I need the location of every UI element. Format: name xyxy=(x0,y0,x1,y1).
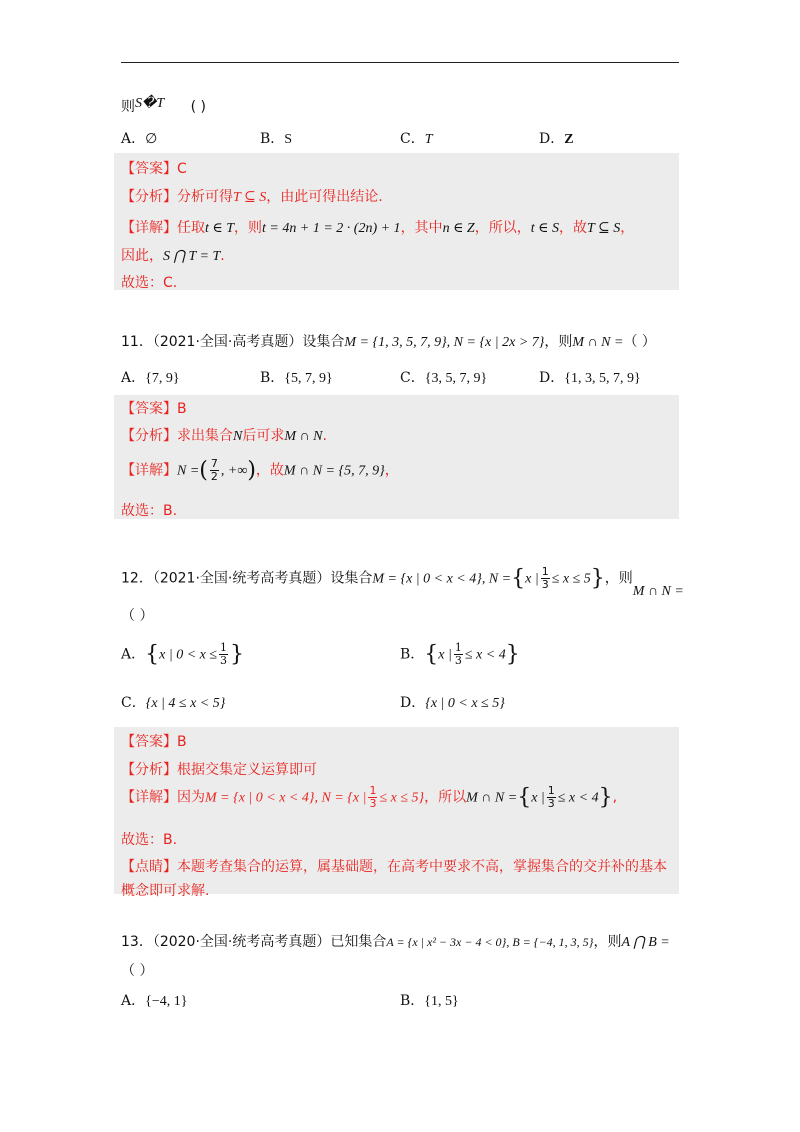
q12-paren: （ ） xyxy=(121,608,154,624)
q12-option-c: C．{x | 4 ≤ x < 5} xyxy=(121,695,226,711)
q11-option-b: B．{5, 7, 9} xyxy=(260,370,333,386)
top-option-a: A．∅ xyxy=(121,131,158,147)
top-detail-line2: 因此，S ⋂ T = T. xyxy=(121,248,225,264)
header-rule xyxy=(121,62,679,63)
q11-option-a: A．{7, 9} xyxy=(121,370,180,386)
top-detail: 【详解】任取t ∈ T，则t = 4n + 1 = 2 · (2n) + 1，其中n ∈ Z，所以，t ∈ S，故T ⊆ S， xyxy=(121,220,635,236)
q12-stem: 12．（2021·全国·统考高考真题）设集合M = {x | 0 < x < 4}, N ={x | $\frac{1}{3}$ ≤ x ≤ 5}，则M ∩ N = xyxy=(121,565,684,599)
q11-choice: 故选：B. xyxy=(121,503,178,519)
q13-stem: 13．（2020·全国·统考高考真题）已知集合A = {x | x² − 3x − 4 < 0}, B = {−4, 1, 3, 5}，则A ⋂ B = xyxy=(121,934,670,950)
top-question-stem: 则S�T ( ) xyxy=(121,96,206,115)
q11-detail: 【详解】N =( $\frac{7}{2}$ , +∞)，故M ∩ N = {5, 7, 9}， xyxy=(121,457,399,483)
top-answer: 【答案】C xyxy=(121,161,187,177)
q11-option-d: D．{1, 3, 5, 7, 9} xyxy=(539,370,641,386)
q11-stem: 11．（2021·全国·高考真题）设集合M = {1, 3, 5, 7, 9}, N = {x | 2x > 7}，则M ∩ N =（ ） xyxy=(121,334,656,350)
q12-option-d: D．{x | 0 < x ≤ 5} xyxy=(400,695,505,711)
q13-paren: （ ） xyxy=(121,963,154,979)
q13-option-b: B．{1, 5} xyxy=(400,993,459,1009)
q12-detail: 【详解】因为M = {x | 0 < x < 4}, N = {x | $\frac{1}{3}$ ≤ x ≤ 5}，所以M ∩ N ={x | $\frac{1}{3}$ ≤ x < 4}, xyxy=(121,784,618,810)
top-option-b: B．S xyxy=(260,131,293,147)
q11-answer: 【答案】B xyxy=(121,401,187,417)
q12-option-a: A．{x | 0 < x ≤ $\frac{1}{3}$ } xyxy=(121,641,245,667)
top-analysis: 【分析】分析可得T ⊆ S，由此可得出结论. xyxy=(121,189,383,205)
top-choice: 故选：C. xyxy=(121,275,178,291)
q11-analysis: 【分析】求出集合N后可求M ∩ N. xyxy=(121,428,327,444)
q12-choice: 故选：B. xyxy=(121,832,178,848)
top-option-d: D．Z xyxy=(539,131,574,147)
q11-answer-box xyxy=(114,395,679,519)
top-question-expr: S�T xyxy=(135,96,165,111)
q12-comment: 【点睛】本题考查集合的运算，属基础题，在高考中要求不高，掌握集合的交并补的基本 xyxy=(121,859,667,875)
q12-analysis: 【分析】根据交集定义运算即可 xyxy=(121,762,317,778)
q12-answer: 【答案】B xyxy=(121,734,187,750)
top-option-c: C．T xyxy=(400,131,433,147)
q11-option-c: C．{3, 5, 7, 9} xyxy=(400,370,488,386)
q13-option-a: A．{−4, 1} xyxy=(121,993,188,1009)
q12-option-b: B．{x | $\frac{1}{3}$ ≤ x < 4} xyxy=(400,641,520,667)
q12-comment-line2: 概念即可求解. xyxy=(121,883,210,899)
